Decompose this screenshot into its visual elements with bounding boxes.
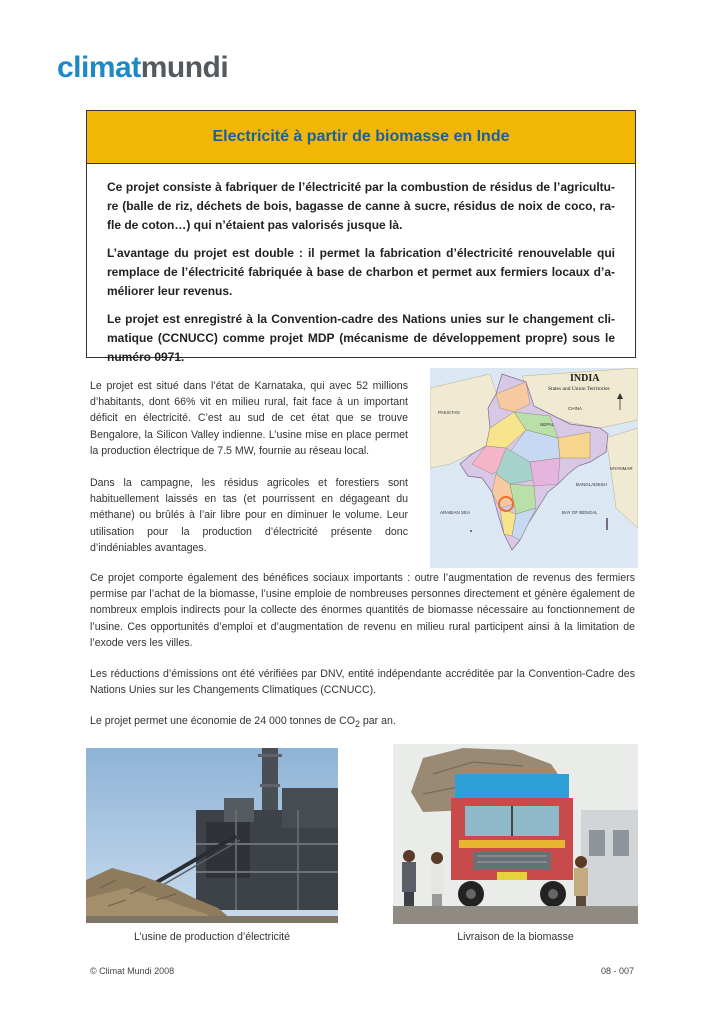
footer-copyright: © Climat Mundi 2008: [90, 966, 175, 976]
caption-biomass-delivery: Livraison de la biomasse: [457, 931, 574, 943]
co2-text-before: Le projet permet une économie de 24 000 tonnes de CO: [90, 715, 356, 727]
intro-paragraph-1: Le projet est situé dans l’état de Karnataka, qui avec 52 millions d’habitants, dont 66% vit en milieu rural, fait face à un important déficit en électricité. C’est au sud de cet état que se trouve Bengalore, la Silicon Valley indienne. L’usine mise en place permet la production électrique de 7.5 MW, fournie au réseau local.: [90, 380, 408, 457]
co2-subscript: 2: [355, 719, 360, 730]
body-paragraph-verification: Les réductions d’émissions ont été vérifiées par DNV, entité indépendante accréditée par la Convention-Cadre des Nations Unies sur les Changements Climatiques (CCNUCC).: [90, 668, 635, 697]
intro-paragraph-2: Dans la campagne, les résidus agricoles et forestiers sont habituellement laissés en tas (et pourrissent en dégageant du méthane) ou brûlés à l’air libre pour en diminuer le volume. Leur utilisation pour la production d’électricité présente donc d’indéniables avantages.: [90, 477, 408, 554]
power-plant-photo: [86, 748, 338, 923]
summary-box-body: [87, 164, 635, 367]
map-label-bangladesh: BANGLADESH: [576, 482, 607, 487]
power-plant-illustration: [86, 748, 338, 923]
summary-box: [86, 110, 636, 364]
summary-box-header: [87, 111, 635, 164]
map-label-myanmar: MYANMAR: [610, 466, 633, 471]
map-title: INDIA: [570, 373, 600, 384]
map-label-bay-of-bengal: BAY OF BENGAL: [562, 510, 598, 515]
body-paragraph-co2-savings: [90, 713, 635, 732]
co2-text-after: par an.: [359, 715, 396, 727]
caption-power-plant: L’usine de production d’électricité: [133, 931, 291, 943]
intro-text: [90, 378, 408, 572]
biomass-truck-illustration: [393, 744, 638, 924]
map-label-china: CHINA: [568, 406, 583, 411]
map-label-pakistan: PAKISTAN: [438, 410, 460, 415]
india-map: [430, 368, 638, 568]
map-label-nepal: NEPAL: [540, 422, 555, 427]
summary-paragraph-3: Le projet est enregistré à la Convention-cadre des Nations unies sur le changement cli-matique (CCNUCC) comme projet MDP (mécanisme de développement propre) sous le numéro 0971.: [107, 312, 615, 364]
summary-paragraph-2: L’avantage du projet est double : il permet la fabrication d’électricité renouvelable qui remplace de l’électricité fabriquée à base de charbon et permet aux fermiers locaux d’a-méliorer leur revenus.: [107, 246, 615, 298]
biomass-truck-photo: [393, 744, 638, 924]
footer-page-number: 08 - 007: [600, 966, 634, 976]
india-map-graphic: [430, 368, 638, 568]
summary-paragraph-1: Ce projet consiste à fabriquer de l’électricité par la combustion de résidus de l’agricultu-re (balle de riz, déchets de bois, bagasse de canne à sucre, résidus de noix de coco, ra-fle de coton…) qui n’étaient pas valorisés jusque là.: [107, 180, 615, 232]
map-subtitle: States and Union Territories: [548, 386, 610, 392]
page-title: Electricité à partir de biomasse en Inde: [212, 128, 510, 145]
logo-part-mundi: mundi: [140, 51, 229, 84]
body-paragraph-social-benefits: Ce projet comporte également des bénéfices sociaux importants : outre l’augmentation de revenus des fermiers permise par l’achat de la biomasse, l’usine emploie de nombreuses personnes directement et génère également de nombreux emplois indirects pour la collecte des énormes quantités de biomasse nécessaire au fonctionnement de l’usine. Ces opportunités d’emploi et d’augmentation de revenu en milieu rural participent ainsi à la limitation de l’exode vers les villes.: [90, 572, 635, 649]
map-label-arabian-sea: ARABIAN SEA: [440, 510, 471, 515]
logo-part-climat: climat: [57, 51, 141, 84]
climatmundi-logo: [57, 50, 228, 86]
